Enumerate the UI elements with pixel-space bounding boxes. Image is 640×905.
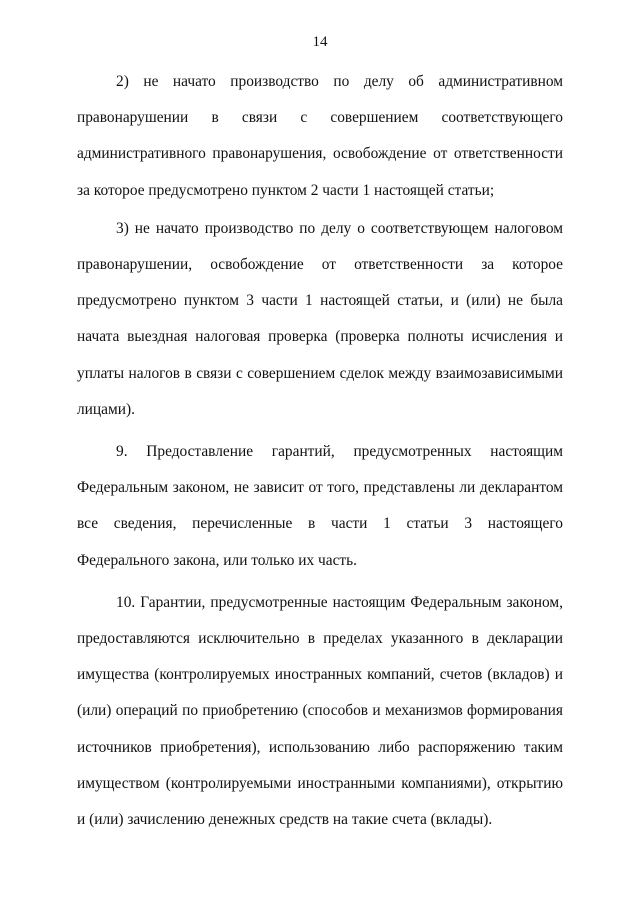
paragraph-clause-9: 9. Предоставление гарантий, предусмотренных настоящим Федеральным законом, не зависит от того, представлены ли декларантом все сведения, перечисленные в части 1 статьи 3 настоящего Федерального закона, или только их часть. <box>77 443 563 569</box>
document-body <box>77 64 563 838</box>
paragraph-item-3: 3) не начато производство по делу о соответствующем налоговом правонарушении, освобождение от ответственности за которое предусмотрено пунктом 3 части 1 настоящей статьи, и (или) не была начата выездная налоговая проверка (проверка полноты исчисления и уплаты налогов в связи с совершением сделок между взаимозависимыми лицами). <box>77 219 563 418</box>
page-number: 14 <box>312 34 328 50</box>
paragraph-item-2: 2) не начато производство по делу об административном правонарушении в связи с совершением соответствующего административного правонарушения, освобождение от ответственности за которое предусмотрено пунктом 2 части 1 настоящей статьи; <box>77 73 563 199</box>
paragraph-clause-10: 10. Гарантии, предусмотренные настоящим Федеральным законом, предоставляются исключительно в пределах указанного в декларации имущества (контролируемых иностранных компаний, счетов (вкладов) и (или) операций по приобретению (способов и механизмов формирования источников приобретения), использованию либо распоряжению таким имуществом (контролируемыми иностранными компаниями), открытию и (или) зачислению денежных средств на такие счета (вклады). <box>77 593 563 829</box>
